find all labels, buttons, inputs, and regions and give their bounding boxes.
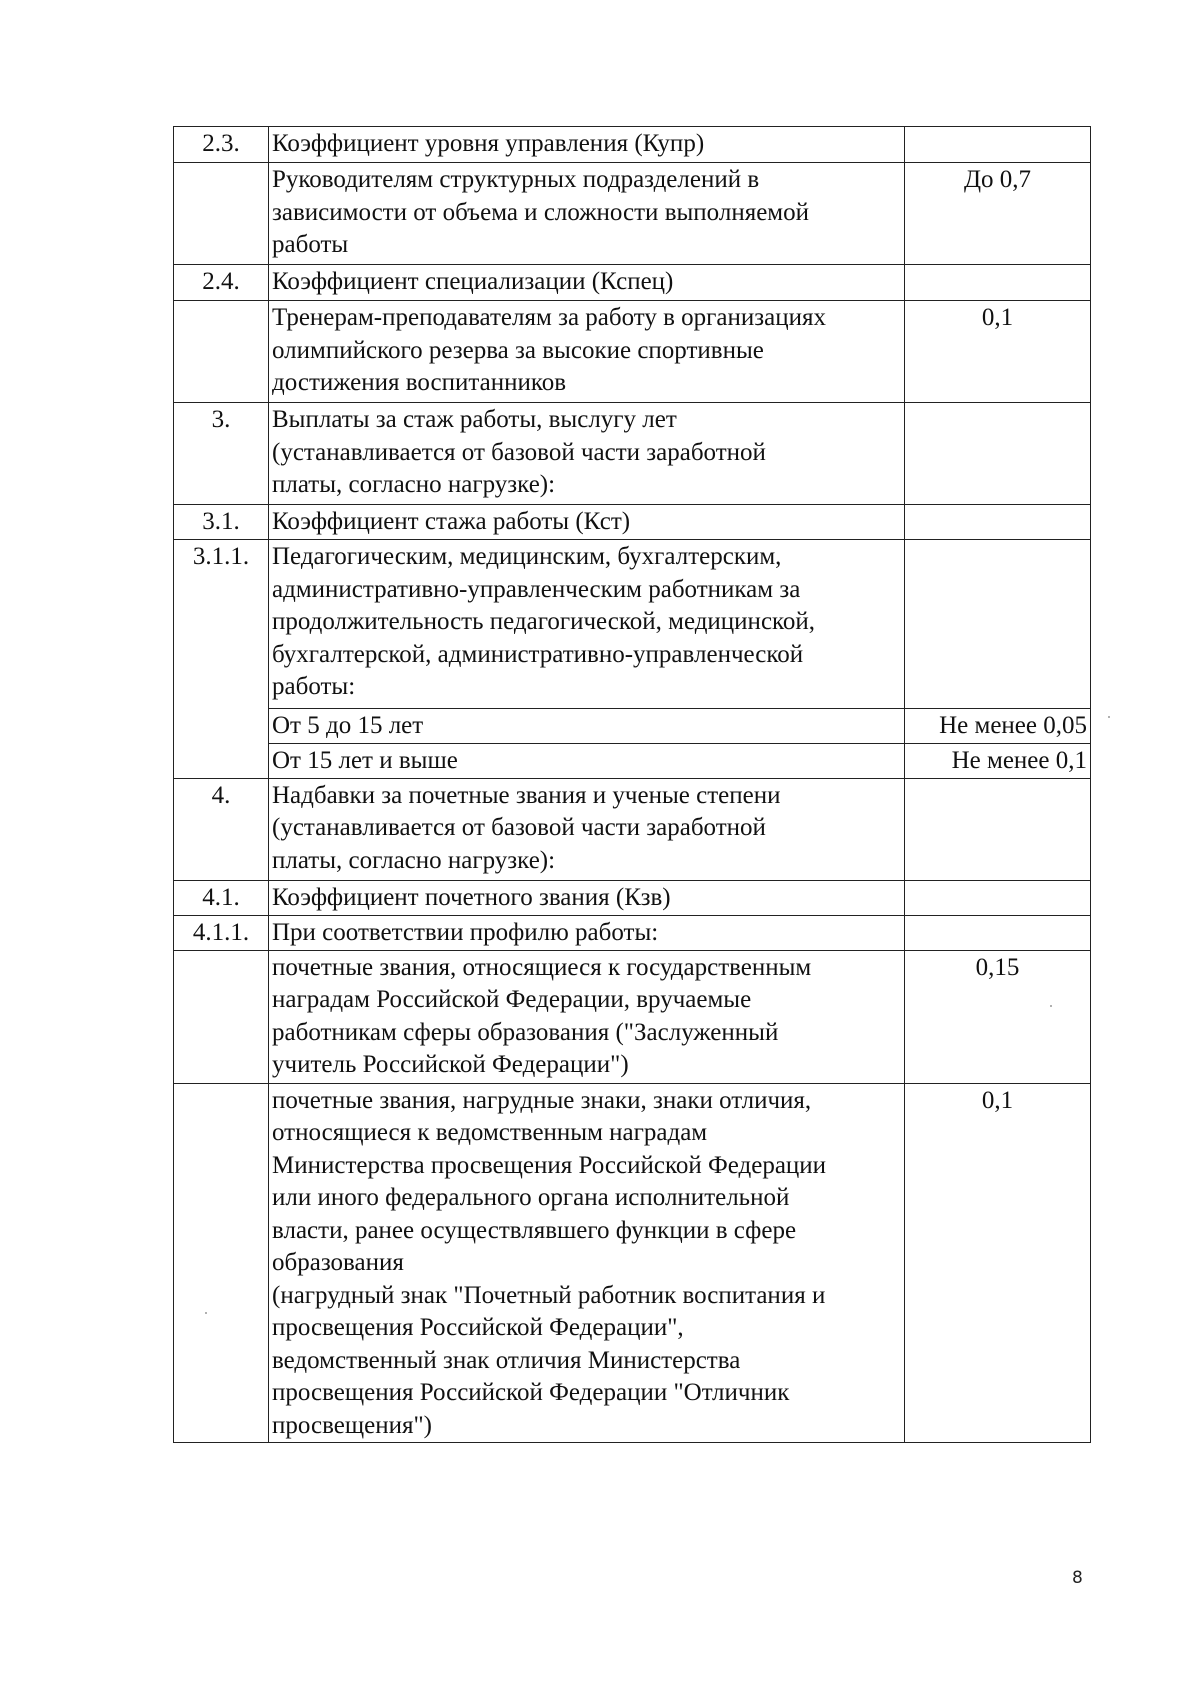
coefficient-value-cell (905, 540, 1091, 709)
description-line: (устанавливается от базовой части заработной (272, 814, 766, 841)
coefficient-value-cell (905, 915, 1091, 950)
table-row (174, 403, 1091, 505)
coefficient-value-cell (905, 403, 1091, 505)
description-line: или иного федерального органа исполнительной (272, 1184, 790, 1211)
description-line: При соответствии профилю работы: (272, 918, 659, 946)
description-cell (269, 163, 905, 265)
row-number-cell (174, 1083, 269, 1443)
description-line: (устанавливается от базовой части заработной (272, 438, 766, 466)
description-cell (269, 950, 905, 1083)
description-line: просвещения") (272, 1411, 432, 1439)
description-line: учитель Российской Федерации") (272, 1051, 629, 1078)
description-line: власти, ранее осуществлявшего функции в сфере (272, 1216, 797, 1244)
row-number-cell: 3.1. (174, 505, 269, 540)
row-number-cell: 4. (174, 778, 269, 880)
description-line: От 5 до 15 лет (272, 712, 424, 739)
row-number-cell (174, 301, 269, 403)
description-line: ведомственный знак отличия Министерства (272, 1346, 741, 1374)
table-row (174, 540, 1091, 709)
table-body (174, 127, 1091, 1443)
table-row (174, 301, 1091, 403)
description-line: почетные звания, нагрудные знаки, знаки отличия, (272, 1086, 812, 1114)
table-row (174, 778, 1091, 880)
description-line: Тренерам-преподавателям за работу в организациях (272, 304, 827, 331)
description-line: административно-управленческим работникам за (272, 575, 801, 603)
row-number-cell: 3.1.1. (174, 540, 269, 779)
description-line: Коэффициент уровня управления (Купр) (272, 130, 705, 157)
description-line: платы, согласно нагрузке): (272, 846, 556, 874)
coefficient-value-cell: Не менее 0,05 (905, 709, 1091, 744)
description-cell (269, 1083, 905, 1443)
description-line: почетные звания, относящиеся к государственным (272, 953, 812, 981)
row-number-cell: 4.1. (174, 880, 269, 915)
description-line: бухгалтерской, административно-управленческой (272, 640, 804, 668)
description-cell (269, 301, 905, 403)
table-row (174, 163, 1091, 265)
description-line: Министерства просвещения Российской Федерации (272, 1151, 827, 1179)
coefficient-table (173, 126, 1091, 1443)
description-line: От 15 лет и выше (272, 747, 458, 774)
coefficient-value-cell: До 0,7 (905, 163, 1091, 265)
coefficient-value-cell (905, 505, 1091, 540)
description-cell (269, 915, 905, 950)
coefficient-value-cell (905, 880, 1091, 915)
description-cell (269, 709, 905, 744)
description-line: платы, согласно нагрузке): (272, 471, 556, 498)
description-line: Коэффициент стажа работы (Кст) (272, 508, 631, 535)
row-number-cell: 2.4. (174, 265, 269, 301)
table-row (174, 1083, 1091, 1443)
description-line: Коэффициент почетного звания (Кзв) (272, 883, 671, 911)
description-cell (269, 880, 905, 915)
scan-speck (1050, 1005, 1052, 1007)
description-cell (269, 744, 905, 779)
description-cell (269, 540, 905, 709)
coefficient-value-cell: 0,15 (905, 950, 1091, 1083)
table-row (174, 880, 1091, 915)
description-cell (269, 265, 905, 301)
description-line: олимпийского резерва за высокие спортивные (272, 336, 764, 364)
coefficient-value-cell: 0,1 (905, 301, 1091, 403)
scan-speck (205, 1312, 207, 1314)
table-row (174, 950, 1091, 1083)
description-line: продолжительность педагогической, медицинской, (272, 608, 816, 635)
row-number-cell: 4.1.1. (174, 915, 269, 950)
description-line: достижения воспитанников (272, 369, 567, 396)
row-number-cell: 3. (174, 403, 269, 505)
page-number: 8 (1072, 1568, 1083, 1588)
description-line: наградам Российской Федерации, вручаемые (272, 986, 752, 1013)
description-cell (269, 505, 905, 540)
coefficient-value-cell: Не менее 0,1 (905, 744, 1091, 779)
table-row (174, 744, 1091, 779)
row-number-cell (174, 950, 269, 1083)
description-line: работникам сферы образования ("Заслуженный (272, 1018, 779, 1046)
description-line: Надбавки за почетные звания и ученые степени (272, 781, 781, 809)
table-row (174, 505, 1091, 540)
description-line: Коэффициент специализации (Кспец) (272, 268, 674, 295)
table-row (174, 709, 1091, 744)
description-line: Выплаты за стаж работы, выслугу лет (272, 406, 677, 433)
coefficient-value-cell (905, 265, 1091, 301)
table-row (174, 127, 1091, 163)
coefficient-value-cell: 0,1 (905, 1083, 1091, 1443)
description-line: относящиеся к ведомственным наградам (272, 1119, 708, 1146)
description-line: просвещения Российской Федерации", (272, 1314, 684, 1341)
coefficient-value-cell (905, 778, 1091, 880)
description-cell (269, 778, 905, 880)
row-number-cell: 2.3. (174, 127, 269, 163)
description-line: образования (272, 1249, 404, 1276)
description-line: Руководителям структурных подразделений в (272, 166, 760, 193)
description-line: работы: (272, 673, 356, 700)
table-row (174, 915, 1091, 950)
coefficient-value-cell (905, 127, 1091, 163)
description-cell (269, 127, 905, 163)
description-line: работы (272, 231, 349, 258)
description-line: просвещения Российской Федерации "Отличник (272, 1379, 790, 1406)
description-line: Педагогическим, медицинским, бухгалтерским, (272, 543, 782, 570)
scan-speck (1108, 716, 1110, 718)
table-row (174, 265, 1091, 301)
description-cell (269, 403, 905, 505)
description-line: (нагрудный знак "Почетный работник воспитания и (272, 1281, 826, 1309)
description-line: зависимости от объема и сложности выполняемой (272, 198, 809, 226)
row-number-cell (174, 163, 269, 265)
